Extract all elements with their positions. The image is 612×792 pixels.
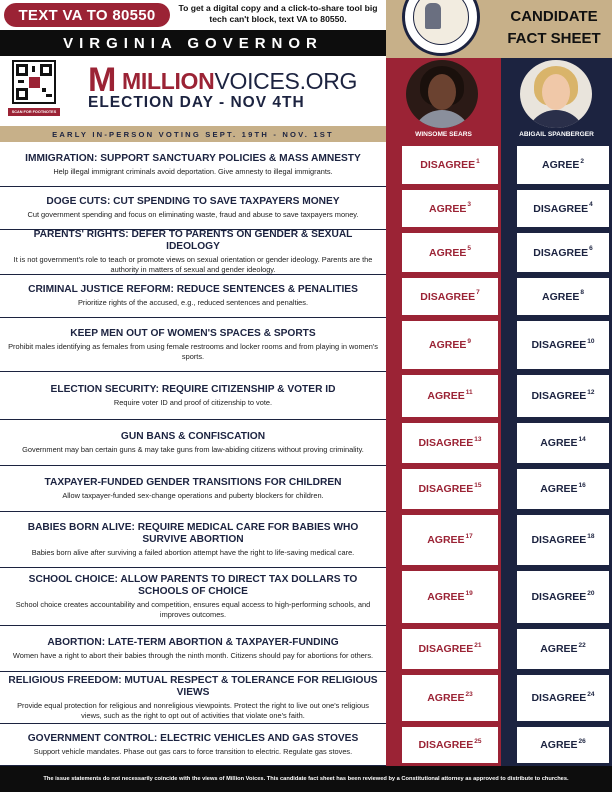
- position-label: AGREE: [540, 483, 578, 495]
- footnote-number[interactable]: 5: [467, 245, 471, 252]
- footnote-number[interactable]: 2: [580, 157, 584, 165]
- virginia-governor-bar: VIRGINIA GOVERNOR: [0, 30, 386, 56]
- position-label: AGREE: [427, 692, 465, 704]
- issue-cell: [0, 372, 386, 420]
- logo-m: M: [88, 61, 117, 99]
- issue-cell: [0, 187, 386, 230]
- spanberger-position: [517, 727, 609, 763]
- promo-text: To get a digital copy and a click-to-share tool big tech can't block, text VA to 80550.: [178, 3, 378, 24]
- sears-position: [402, 375, 498, 417]
- table-row: [0, 318, 612, 372]
- issue-title: TAXPAYER-FUNDED GENDER TRANSITIONS FOR CHILDREN: [44, 476, 342, 488]
- election-day: ELECTION DAY - NOV 4TH: [88, 94, 305, 111]
- issue-title: GOVERNMENT CONTROL: ELECTRIC VEHICLES AND GAS STOVES: [27, 732, 359, 744]
- issue-description: Allow taxpayer-funded sex-change operations and puberty blockers for children.: [62, 490, 324, 500]
- position-label: AGREE: [429, 339, 467, 351]
- issue-description: Prohibit males identifying as females from using female restrooms and locker rooms and from playing in women's sports.: [8, 341, 378, 361]
- footnote-number[interactable]: 11: [465, 388, 473, 396]
- issue-cell: [0, 568, 386, 626]
- sears-position: [402, 190, 498, 227]
- position-label: DISAGREE: [418, 483, 474, 495]
- issue-cell: [0, 626, 386, 672]
- position-label: DISAGREE: [533, 202, 589, 215]
- issue-description: Provide equal protection for religious and nonreligious viewpoints. Protect the right to live out one's religious views, such as the right to opt out of activities that violate one's faith.: [17, 700, 369, 720]
- logo-text: [122, 69, 357, 93]
- sears-position: [402, 515, 498, 565]
- spanberger-position: [517, 146, 609, 184]
- sears-position: [402, 233, 498, 272]
- seal-box: [386, 0, 496, 58]
- issue-description: Require voter ID and proof of citizenship to vote.: [113, 397, 273, 407]
- issue-title: CRIMINAL JUSTICE REFORM: REDUCE SENTENCES & PENALITIES: [28, 284, 358, 295]
- issue-description: Babies born alive after surviving a failed abortion attempt have the right to life-saving medical care.: [31, 547, 355, 557]
- footnote-number[interactable]: 14: [578, 435, 586, 443]
- position-label: DISAGREE: [531, 591, 587, 603]
- table-row: [0, 568, 612, 626]
- issue-title: GUN BANS & CONFISCATION: [120, 430, 266, 442]
- spanberger-position: [517, 423, 609, 463]
- footnote-number[interactable]: 17: [465, 532, 473, 540]
- footnote-number[interactable]: 4: [589, 201, 593, 208]
- position-label: AGREE: [542, 159, 580, 171]
- photo-face: [542, 74, 570, 110]
- issue-cell: [0, 318, 386, 372]
- table-row: [0, 275, 612, 318]
- million-voices-logo: [88, 61, 388, 99]
- position-label: DISAGREE: [531, 534, 587, 546]
- sears-photo: [406, 60, 478, 128]
- spanberger-position: [517, 629, 609, 669]
- qr-label: SCAN FOR FOOTNOTES: [8, 108, 60, 116]
- table-row: [0, 372, 612, 420]
- position-label: AGREE: [427, 591, 465, 603]
- qr-code-icon[interactable]: [12, 60, 56, 104]
- position-label: AGREE: [540, 739, 578, 751]
- footer-disclaimer: The issue statements do not necessarily coincide with the views of Million Voices. This candidate fact sheet has been reviewed by a Constitutional attorney as approved to distribute to churches.: [0, 766, 612, 792]
- sears-position: [402, 278, 498, 315]
- photo-shoulders: [526, 110, 586, 128]
- position-label: DISAGREE: [418, 437, 474, 449]
- issue-cell: [0, 512, 386, 568]
- photo-shoulders: [412, 110, 472, 128]
- position-label: AGREE: [540, 643, 578, 655]
- issue-description: Cut government spending and focus on eliminating waste, fraud and abuse to save taxpayers money.: [27, 210, 359, 219]
- issue-cell: [0, 466, 386, 512]
- footnote-number[interactable]: 7: [476, 289, 480, 296]
- logo-regular: VOICES.ORG: [214, 68, 358, 94]
- issue-title: SCHOOL CHOICE: ALLOW PARENTS TO DIRECT TAX DOLLARS TO SCHOOLS OF CHOICE: [28, 573, 358, 597]
- position-label: DISAGREE: [420, 290, 476, 303]
- logo-bold: MILLION: [122, 68, 215, 94]
- position-label: DISAGREE: [418, 643, 474, 655]
- issue-title: PARENTS' RIGHTS: DEFER TO PARENTS ON GENDER & SEXUAL IDEOLOGY: [33, 229, 353, 252]
- issue-title: ELECTION SECURITY: REQUIRE CITIZENSHIP & VOTER ID: [50, 383, 336, 395]
- sears-position: [402, 727, 498, 763]
- table-row: [0, 143, 612, 187]
- position-label: DISAGREE: [531, 692, 587, 704]
- position-label: AGREE: [540, 437, 578, 449]
- qr-corner: [40, 64, 52, 76]
- position-label: AGREE: [542, 290, 580, 303]
- issue-description: It is not government's role to teach or promote views on sexual orientation or gender ideology. Parents are the authority in matters of sexual and gender ideology.: [13, 255, 373, 274]
- issue-cell: [0, 143, 386, 187]
- spanberger-position: [517, 469, 609, 509]
- footnote-number[interactable]: 15: [474, 481, 482, 489]
- position-label: AGREE: [427, 390, 465, 402]
- text-va-badge[interactable]: TEXT VA TO 80550: [4, 3, 170, 27]
- qr-corner: [16, 64, 28, 76]
- footnote-number[interactable]: 3: [467, 201, 471, 208]
- table-row: [0, 466, 612, 512]
- sears-position: [402, 629, 498, 669]
- spanberger-position: [517, 278, 609, 315]
- sears-position: [402, 469, 498, 509]
- footnote-number[interactable]: 18: [587, 532, 595, 540]
- sears-position: [402, 146, 498, 184]
- footnote-number[interactable]: 6: [589, 245, 593, 252]
- candidate-name-sears: WINSOME SEARS: [415, 131, 472, 138]
- qr-block[interactable]: [8, 58, 60, 122]
- issue-title: IMMIGRATION: SUPPORT SANCTUARY POLICIES & MASS AMNESTY: [25, 152, 361, 164]
- issue-title: ABORTION: LATE-TERM ABORTION & TAXPAYER-FUNDING: [47, 636, 339, 648]
- table-row: [0, 187, 612, 230]
- table-row: [0, 626, 612, 672]
- footnote-number[interactable]: 21: [474, 641, 482, 649]
- qr-module: [18, 80, 24, 83]
- table-row: [0, 420, 612, 466]
- spanberger-photo: [520, 60, 592, 128]
- qr-module: [42, 88, 46, 92]
- position-label: AGREE: [429, 202, 467, 215]
- issue-title: KEEP MEN OUT OF WOMEN'S SPACES & SPORTS: [70, 327, 316, 339]
- issue-cell: [0, 275, 386, 318]
- spanberger-position: [517, 375, 609, 417]
- table-row: [0, 230, 612, 275]
- issue-cell: [0, 420, 386, 466]
- seal-figure: [425, 3, 441, 29]
- sears-position: [402, 423, 498, 463]
- footnote-number[interactable]: 22: [578, 641, 586, 649]
- spanberger-position: [517, 515, 609, 565]
- table-row: [0, 724, 612, 766]
- footnote-number[interactable]: 24: [587, 690, 595, 698]
- footnote-number[interactable]: 8: [580, 289, 584, 296]
- qr-logo: [29, 77, 40, 88]
- top-band: [0, 0, 386, 58]
- footnote-number[interactable]: 19: [465, 589, 473, 597]
- qr-module: [46, 94, 52, 97]
- candidate-name-spanberger: ABIGAIL SPANBERGER: [519, 131, 594, 138]
- position-label: DISAGREE: [531, 390, 587, 402]
- position-label: DISAGREE: [420, 159, 476, 171]
- issue-cell: [0, 230, 386, 275]
- footnote-number[interactable]: 16: [578, 481, 586, 489]
- footnote-number[interactable]: 25: [474, 737, 482, 745]
- position-label: DISAGREE: [533, 246, 589, 259]
- issue-cell: [0, 724, 386, 766]
- issue-description: Help illegal immigrant criminals avoid deportation. Give amnesty to illegal immigrants.: [53, 166, 333, 176]
- issue-description: Government may ban certain guns & may take guns from law-abiding citizens without proving criminality.: [22, 444, 364, 454]
- photo-face: [428, 74, 456, 110]
- position-label: AGREE: [427, 534, 465, 546]
- position-label: DISAGREE: [531, 339, 587, 351]
- issue-description: Women have a right to abort their babies through the ninth month. Citizens should pay for abortions for others.: [12, 650, 374, 660]
- issue-description: School choice creates accountability and competition, ensures equal access to high-performing schools, and improves outcomes.: [15, 599, 371, 619]
- footnote-number[interactable]: 12: [587, 388, 595, 396]
- table-row: [0, 672, 612, 724]
- seal-inner: [413, 0, 469, 45]
- qr-corner: [16, 88, 28, 100]
- footnote-number[interactable]: 13: [474, 435, 482, 443]
- spanberger-position: [517, 321, 609, 369]
- sears-position: [402, 675, 498, 721]
- spanberger-position: [517, 675, 609, 721]
- issue-description: Support vehicle mandates. Phase out gas cars to force transition to electric. Regulate gas stoves.: [33, 746, 353, 756]
- issue-title: DOGE CUTS: CUT SPENDING TO SAVE TAXPAYERS MONEY: [46, 196, 340, 207]
- footnote-number[interactable]: 20: [587, 589, 595, 597]
- footnote-number[interactable]: 9: [467, 337, 471, 345]
- qr-module: [32, 66, 35, 72]
- footnote-number[interactable]: 10: [587, 337, 595, 345]
- spanberger-position: [517, 190, 609, 227]
- footnote-number[interactable]: 26: [578, 737, 586, 745]
- sears-position: [402, 571, 498, 623]
- footnote-number[interactable]: 23: [465, 690, 473, 698]
- position-label: DISAGREE: [418, 739, 474, 751]
- spanberger-position: [517, 233, 609, 272]
- table-row: [0, 512, 612, 568]
- issue-description: Prioritize rights of the accused, e.g., reduced sentences and penalties.: [77, 298, 309, 307]
- issue-title: RELIGIOUS FREEDOM: MUTUAL RESPECT & TOLERANCE FOR RELIGIOUS VIEWS: [8, 674, 378, 698]
- early-voting-bar: EARLY IN-PERSON VOTING SEPT. 19TH - NOV. 1ST: [0, 126, 386, 142]
- issue-cell: [0, 672, 386, 724]
- issue-title: BABIES BORN ALIVE: REQUIRE MEDICAL CARE FOR BABIES WHO SURVIVE ABORTION: [27, 521, 359, 545]
- spanberger-position: [517, 571, 609, 623]
- candidate-fact-sheet-title: CANDIDATE FACT SHEET: [496, 0, 612, 58]
- virginia-seal-icon: [402, 0, 480, 56]
- position-label: AGREE: [429, 246, 467, 259]
- footnote-number[interactable]: 1: [476, 157, 480, 165]
- sears-position: [402, 321, 498, 369]
